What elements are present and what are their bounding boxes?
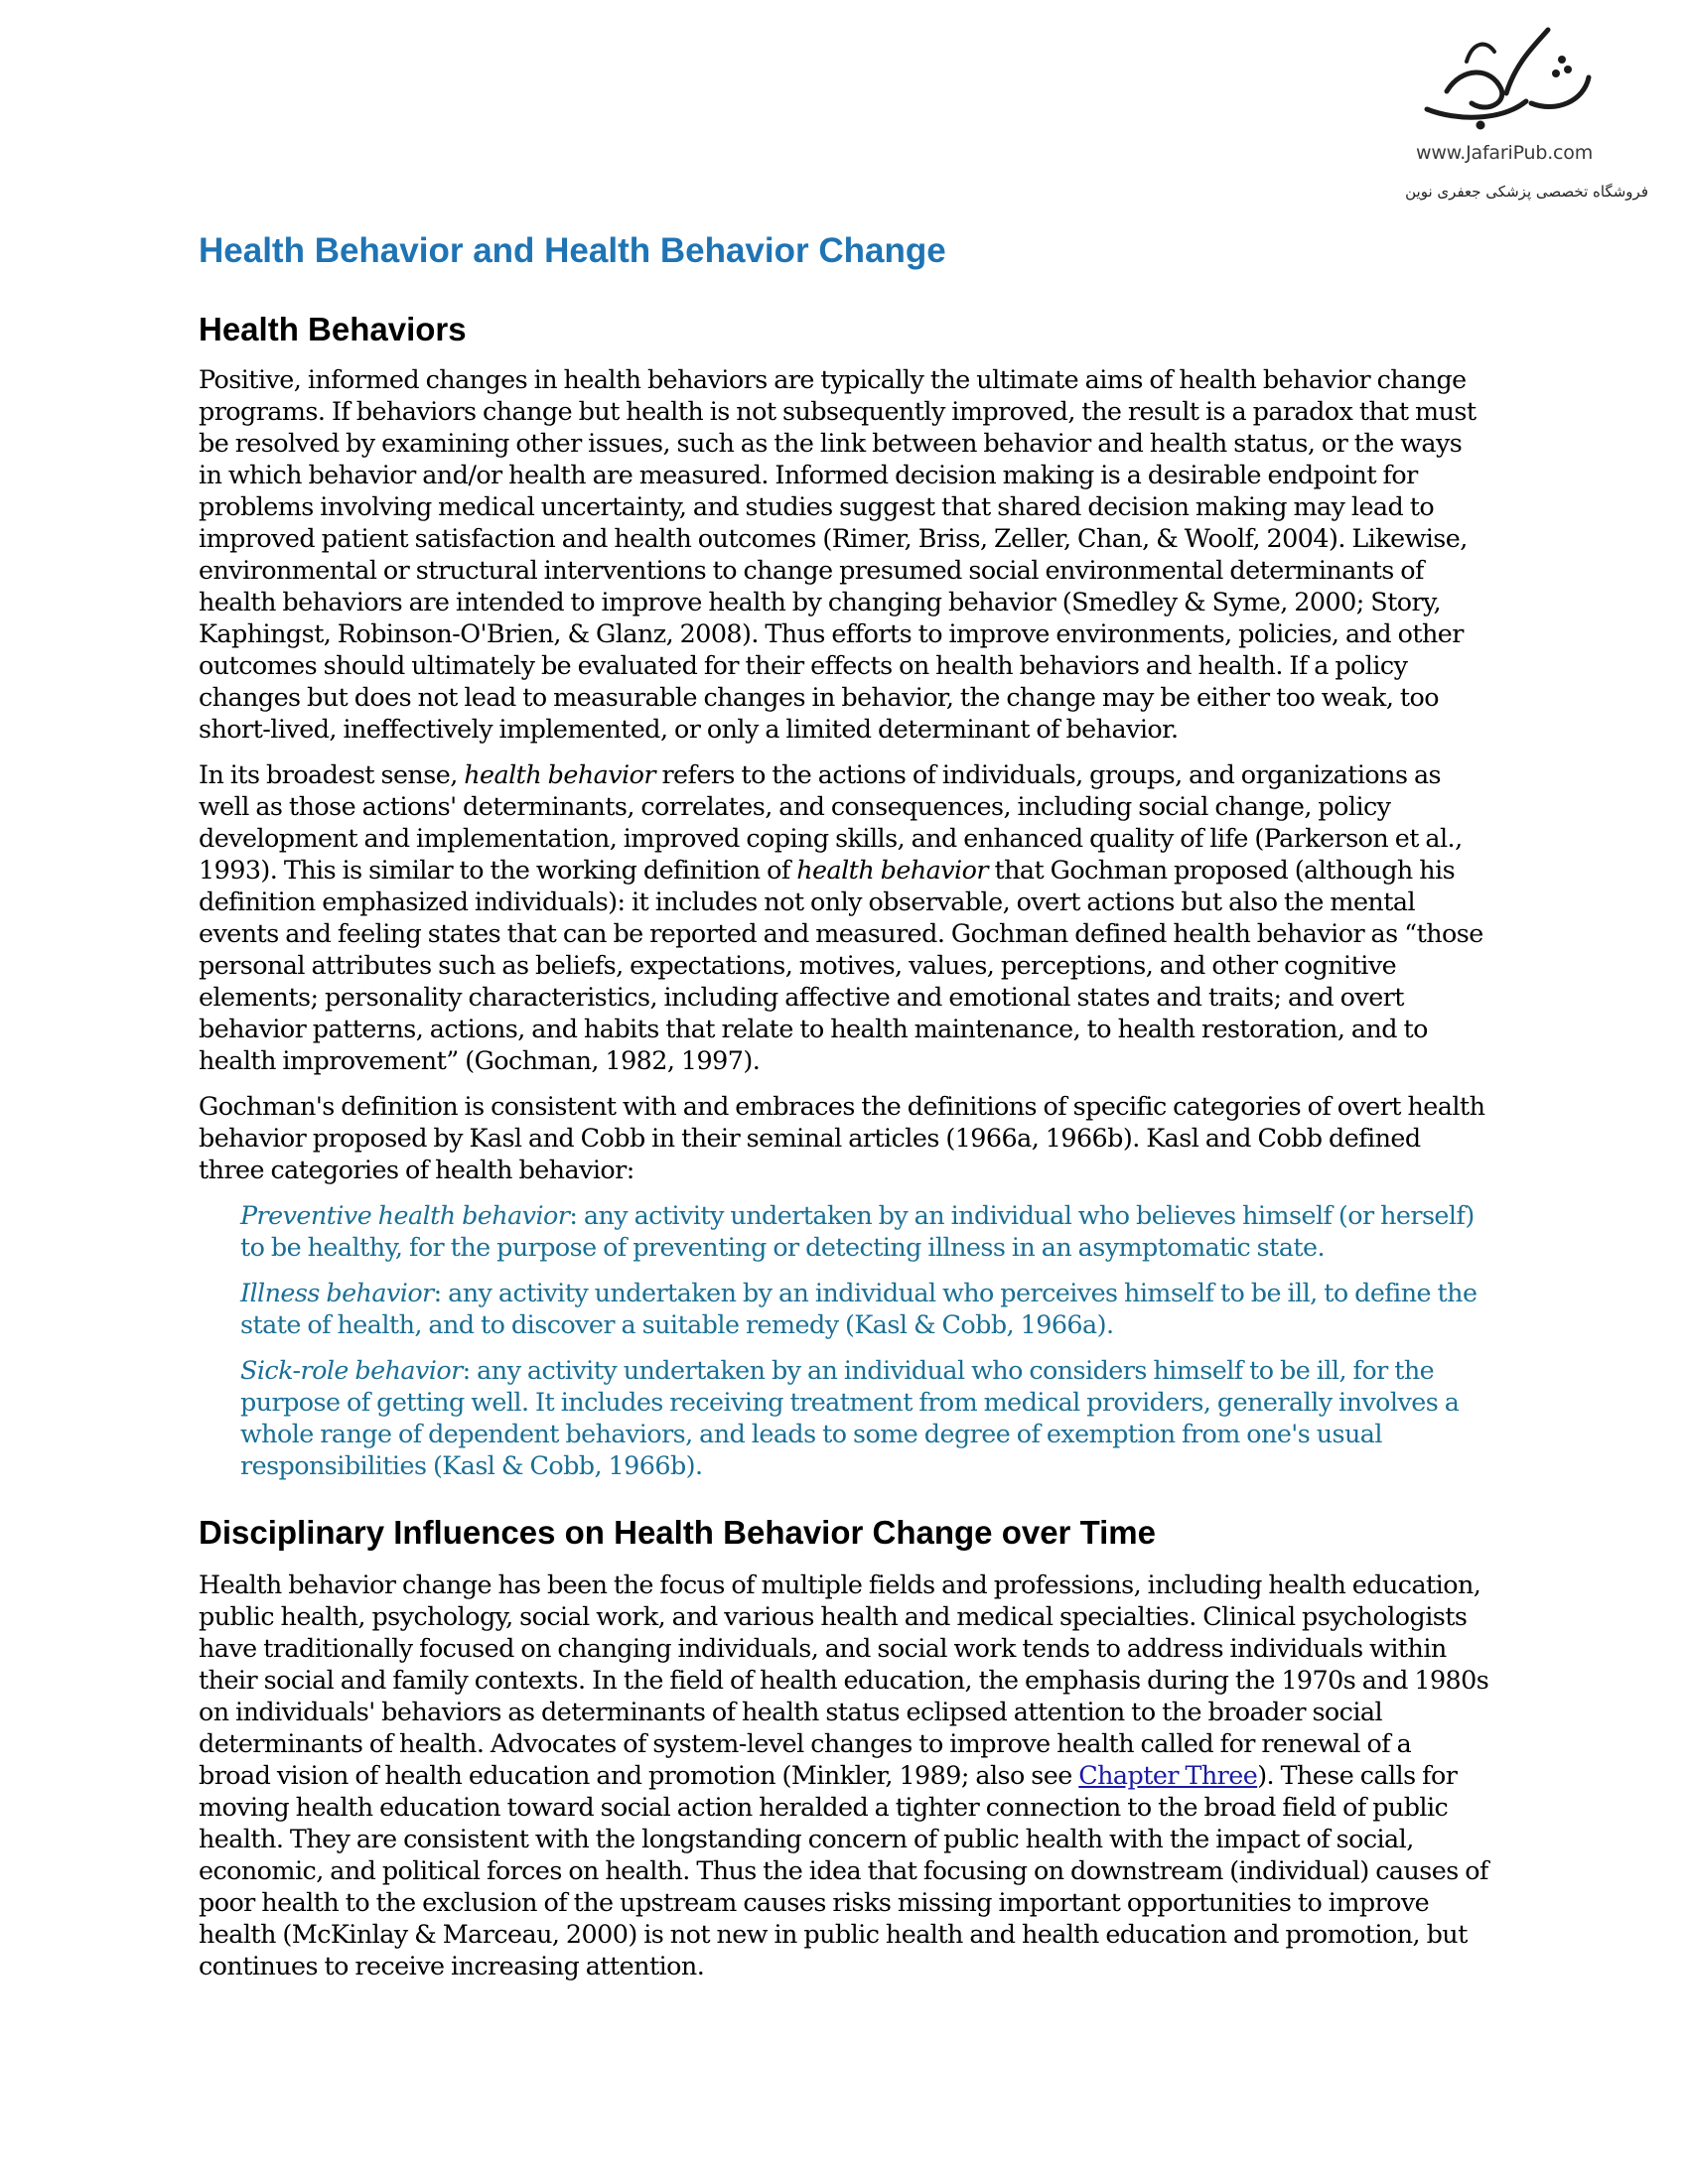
logo-url-text: www.JafariPub.com	[1415, 142, 1594, 164]
paragraph-4-text-b: ). These calls for moving health education toward social action heralded a tighter connection to the broad field of public health. They are consistent with the longstanding concern of public health with the impact of social, economic, and political forces on health. Thus the idea that focusing on downstream (individual) causes of poor health to the exclusion of the upstream causes risks missing important opportunities to improve health (McKinlay & Marceau, 2000) is not new in public health and health education and promotion, but continues to receive increasing attention.	[199, 1760, 1488, 1980]
definition-text: : any activity undertaken by an individual who perceives himself to be ill, to define the state of health, and to discover a suitable remedy (Kasl & Cobb, 1966a).	[240, 1278, 1477, 1339]
document-title: Health Behavior and Health Behavior Change	[199, 231, 946, 270]
definition-text: : any activity undertaken by an individual who considers himself to be ill, for the purpose of getting well. It includes receiving treatment from medical providers, generally involves a whole range of dependent behaviors, and leads to some degree of exemption from one's usual responsibilities (Kasl & Cobb, 1966b).	[240, 1355, 1460, 1480]
paragraph-1: Positive, informed changes in health behaviors are typically the ultimate aims of health behavior change programs. If behaviors change but health is not subsequently improved, the result is a paradox that must be resolved by examining other issues, such as the link between behavior and health status, or the ways in which behavior and/or health are measured. Informed decision making is a desirable endpoint for problems involving medical uncertainty, and studies suggest that shared decision making may lead to improved patient satisfaction and health outcomes (Rimer, Briss, Zeller, Chan, & Woolf, 2004). Likewise, environmental or structural interventions to change presumed social environmental determinants of health behaviors are intended to improve health by changing behavior (Smedley & Syme, 2000; Story, Kaphingst, Robinson-O'Brien, & Glanz, 2008). Thus efforts to improve environments, policies, and other outcomes should ultimately be evaluated for their effects on health behaviors and health. If a policy changes but does not lead to measurable changes in behavior, the change may be either too weak, too short-lived, ineffectively implemented, or only a limited determinant of behavior.	[199, 364, 1477, 744]
definition-sick-role	[240, 1354, 1489, 1481]
paragraph-3: Gochman's definition is consistent with and embraces the definitions of specific categories of overt health behavior proposed by Kasl and Cobb in their seminal articles (1966a, 1966b). Kasl and Cobb defined three categories of health behavior:	[199, 1091, 1485, 1184]
section-heading-disciplinary-influences: Disciplinary Influences on Health Behavior Change over Time	[199, 1514, 1156, 1551]
definition-term: Sick-role behavior	[240, 1355, 463, 1385]
calligraphy-logo-icon	[1407, 22, 1606, 141]
chapter-three-link[interactable]: Chapter Three	[1078, 1760, 1258, 1790]
definition-illness	[240, 1277, 1489, 1340]
definition-text: : any activity undertaken by an individual who believes himself (or herself) to be healthy, for the purpose of preventing or detecting illness in an asymptomatic state.	[240, 1200, 1475, 1262]
definition-term: Illness behavior	[240, 1278, 434, 1307]
definition-preventive	[240, 1199, 1489, 1263]
paragraph-2-emphasis-1: health behavior	[464, 759, 655, 789]
paragraph-2-emphasis-2: health behavior	[796, 855, 988, 885]
paragraph-4	[199, 1569, 1489, 1981]
jafaripub-logo	[1385, 22, 1648, 201]
paragraph-4-text-a: Health behavior change has been the focus of multiple fields and professions, including health education, public health, psychology, social work, and various health and medical specialties. Clinical psychologists have traditionally focused on changing individuals, and social work tends to address individuals within their social and family contexts. In the field of health education, the emphasis during the 1970s and 1980s on individuals' behaviors as determinants of health status eclipsed attention to the broader social determinants of health. Advocates of system-level changes to improve health called for renewal of a broad vision of health education and promotion (Minkler, 1989; also see	[199, 1570, 1489, 1790]
definition-term: Preventive health behavior	[240, 1200, 570, 1230]
section-heading-health-behaviors: Health Behaviors	[199, 311, 467, 347]
paragraph-2-text-c: that Gochman proposed (although his definition emphasized individuals): it includes not only observable, overt actions but also the mental events and feeling states that can be reported and measured. Gochman defined health behavior as “those personal attributes such as beliefs, expectations, motives, values, perceptions, and other cognitive elements; personality characteristics, including affective and emotional states and traits; and overt behavior patterns, actions, and habits that relate to health maintenance, to health restoration, and to health improvement” (Gochman, 1982, 1997).	[199, 855, 1483, 1075]
paragraph-2	[199, 758, 1489, 1076]
paragraph-2-text-b: refers to the actions of individuals, groups, and organizations as well as those actions' determinants, correlates, and consequences, including social change, policy development and implementation, improved coping skills, and enhanced quality of life (Parkerson et al., 1993). This is similar to the working definition of	[199, 759, 1463, 885]
logo-persian-tagline: فروشگاه تخصصی پزشکی جعفری نوین	[1405, 183, 1648, 201]
paragraph-2-text-a: In its broadest sense,	[199, 759, 465, 789]
document-body	[199, 230, 1489, 1995]
